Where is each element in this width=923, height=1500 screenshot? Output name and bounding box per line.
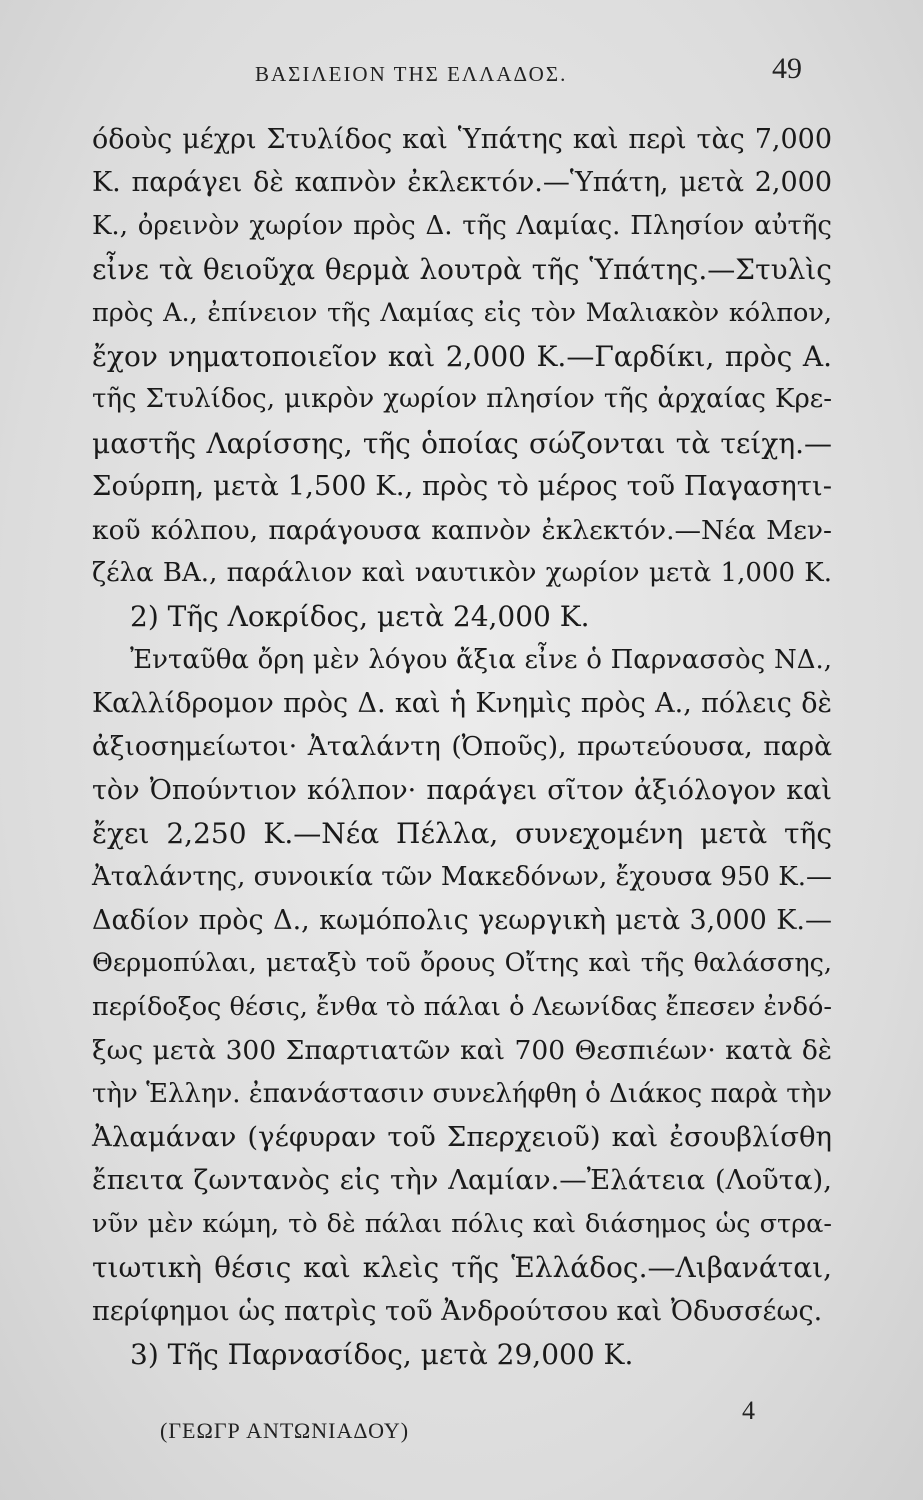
text-line: περίδοξος θέσις, ἔνθα τὸ πάλαι ὁ Λεωνίδας ἔπεσεν ἐνδό- — [92, 991, 832, 1022]
text-line: Ἐνταῦθα ὄρη μὲν λόγου ἄξια εἶνε ὁ Παρνασσὸς ΝΔ., — [130, 644, 832, 675]
page-number: 49 — [772, 52, 802, 85]
body-text — [92, 118, 832, 1376]
text-line: περίφημοι ὡς πατρὶς τοῦ Ἀνδρούτσου καὶ Ὀδυσσέως. — [92, 1295, 823, 1327]
text-line: τὴν Ἑλλην. ἐπανάστασιν συνελήφθη ὁ Διάκος παρὰ τὴν — [92, 1078, 832, 1109]
text-line: Σούρπη, μετὰ 1,500 Κ., πρὸς τὸ μέρος τοῦ Παγασητι- — [92, 470, 832, 503]
text-line: ἀξιοσημείωτοι· Ἀταλάντη (Ὀποῦς), πρωτεύουσα, παρὰ — [92, 731, 832, 763]
text-line: τιωτικὴ θέσις καὶ κλεὶς τῆς Ἑλλάδος.—Λιβανάται, — [92, 1251, 832, 1285]
text-line: μαστῆς Λαρίσσης, τῆς ὁποίας σώζονται τὰ τείχη.— — [92, 426, 832, 460]
text-line: Ἀταλάντης, συνοικία τῶν Μακεδόνων, ἔχουσα 950 Κ.— — [92, 861, 832, 892]
section-heading: 3) Τῆς Παρνασίδος, μετὰ 29,000 Κ. — [130, 1337, 634, 1371]
text-line: τὸν Ὀπούντιον κόλπον· παράγει σῖτον ἀξιόλογον καὶ — [92, 774, 832, 806]
text-line: ἔχον νηματοποιεῖον καὶ 2,000 Κ.—Γαρδίκι, πρὸς Α. — [92, 339, 832, 373]
text-line: Ἀλαμάναν (γέφυραν τοῦ Σπερχειοῦ) καὶ ἐσουβλίσθη — [92, 1120, 832, 1153]
text-line: Θερμοπύλαι, μεταξὺ τοῦ ὄρους Οἴτης καὶ τῆς θαλάσσης, — [92, 948, 832, 979]
text-line: ἔχει 2,250 Κ.—Νέα Πέλλα, συνεχομένη μετὰ τῆς — [92, 817, 832, 851]
text-line: κοῦ κόλπου, παράγουσα καπνὸν ἐκλεκτόν.—Νέα Μεν- — [92, 514, 832, 546]
text-line: εἶνε τὰ θειοῦχα θερμὰ λουτρὰ τῆς Ὑπάτης.—Στυλὶς — [92, 253, 832, 287]
text-line: ζέλα ΒΑ., παράλιον καὶ ναυτικὸν χωρίον μετὰ 1,000 Κ. — [92, 557, 832, 588]
text-line: Κ., ὀρεινὸν χωρίον πρὸς Δ. τῆς Λαμίας. Πλησίον αὐτῆς — [92, 210, 832, 241]
section-heading: 2) Τῆς Λοκρίδος, μετὰ 24,000 Κ. — [130, 600, 590, 634]
running-head: ΒΑΣΙΛΕΙΟΝ ΤΗΣ ΕΛΛΑΔΟΣ. — [255, 62, 568, 86]
text-line: όδοὺς μέχρι Στυλίδος καὶ Ὑπάτης καὶ περὶ τὰς 7,000 — [92, 124, 832, 155]
text-line: Δαδίον πρὸς Δ., κωμόπολις γεωργικὴ μετὰ 3,000 Κ.— — [92, 905, 832, 937]
printer-imprint: (ΓΕΩΓΡ ΑΝΤΩΝΙΑΔΟΥ) — [160, 1418, 410, 1443]
text-line: ξως μετὰ 300 Σπαρτιατῶν καὶ 700 Θεσπιέων· κατὰ δὲ — [92, 1035, 832, 1067]
text-line: ἔπειτα ζωντανὸς εἰς τὴν Λαμίαν.—Ἐλάτεια (Λοῦτα), — [92, 1164, 832, 1197]
text-line: Καλλίδρομον πρὸς Δ. καὶ ἡ Κνημὶς πρὸς Α., πόλεις δὲ — [92, 688, 832, 720]
text-line: τῆς Στυλίδος, μικρὸν χωρίον πλησίον τῆς ἀρχαίας Κρε- — [92, 384, 832, 415]
signature-mark: 4 — [742, 1396, 755, 1425]
text-line: πρὸς Α., ἐπίνειον τῆς Λαμίας εἰς τὸν Μαλιακὸν κόλπον, — [92, 297, 832, 328]
text-line: νῦν μὲν κώμη, τὸ δὲ πάλαι πόλις καὶ διάσημος ὡς στρα- — [92, 1208, 832, 1239]
text-line: Κ. παράγει δὲ καπνὸν ἐκλεκτόν.—Ὑπάτη, μετὰ 2,000 — [92, 167, 832, 199]
